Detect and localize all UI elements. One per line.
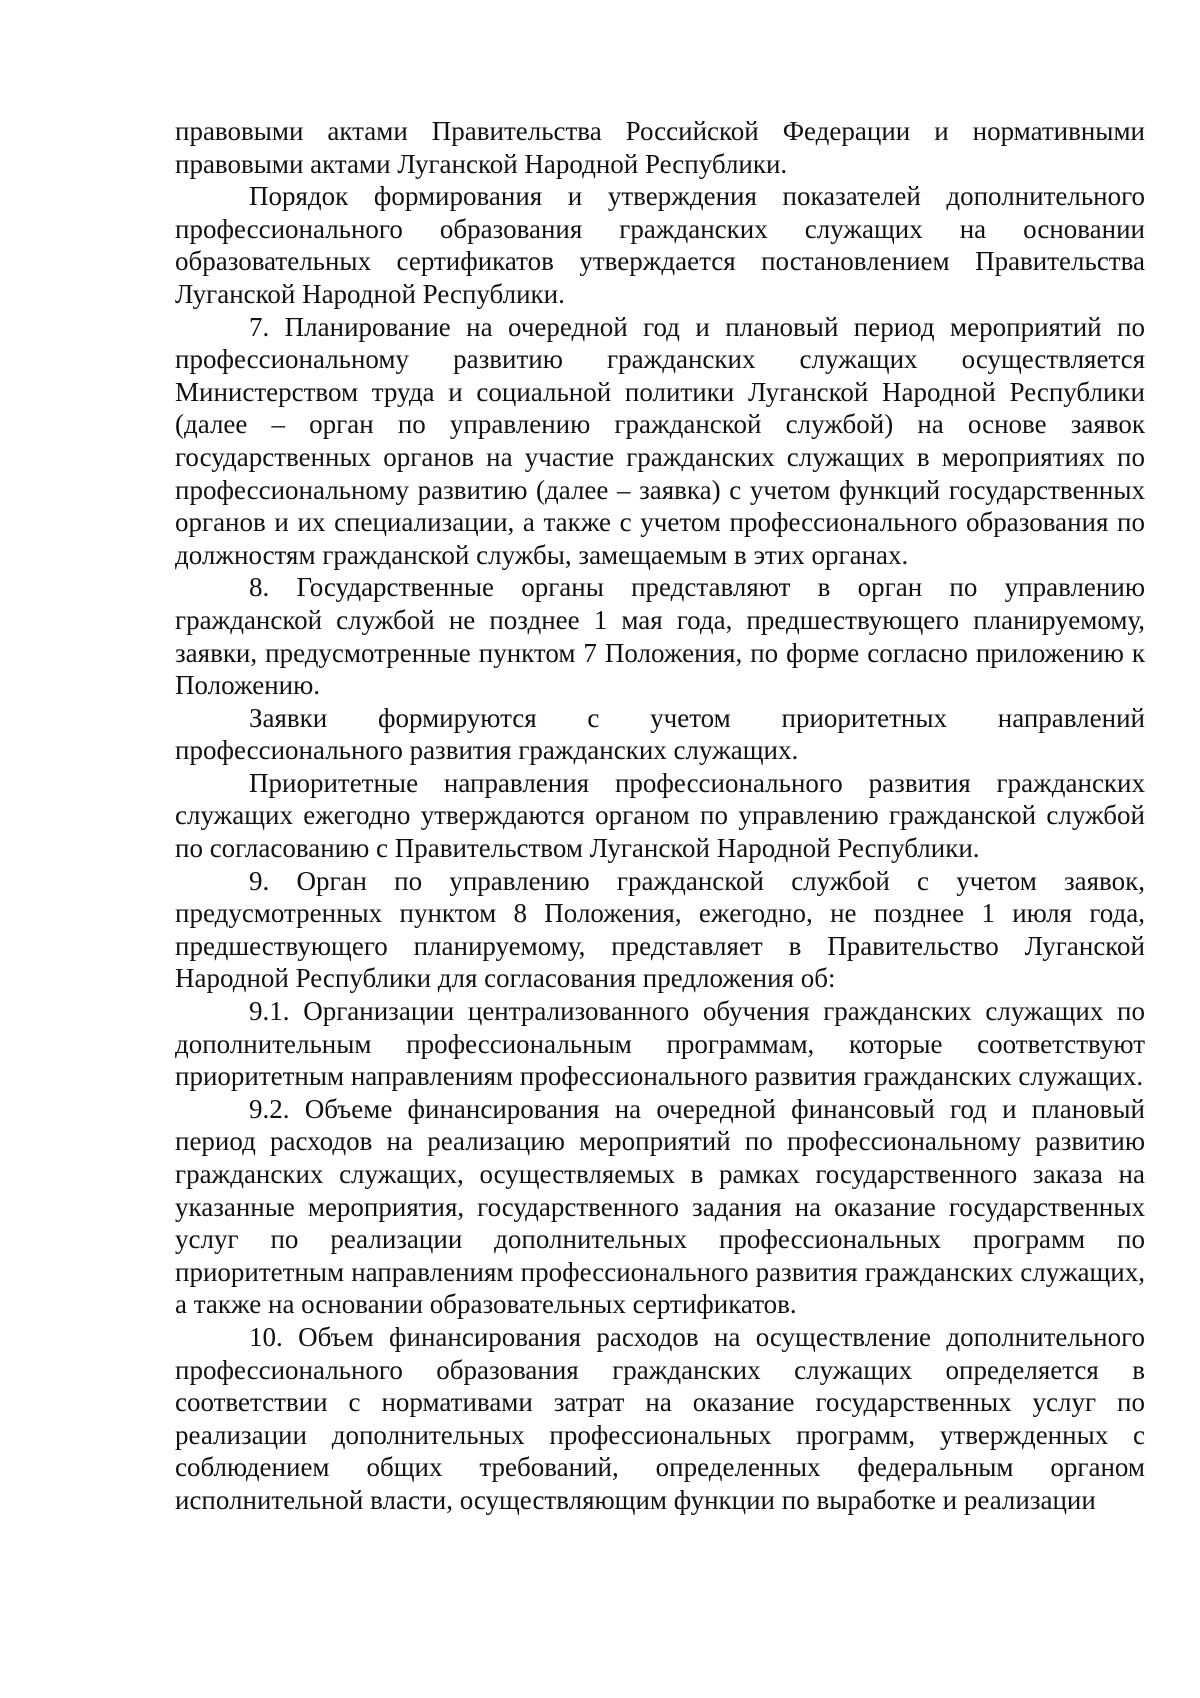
paragraph-item-8: 8. Государственные органы представляют в орган по управлению гражданской службой не позднее 1 мая года, предшествующего планируемому, заявки, предусмотренные пунктом 7 Положения, по форме согласно приложению к Положению. xyxy=(175,572,1145,701)
paragraph-applications: Заявки формируются с учетом приоритетных направлений профессионального развития гражданских служащих. xyxy=(175,702,1145,766)
paragraph-item-10: 10. Объем финансирования расходов на осуществление дополнительного профессионального образования гражданских служащих определяется в соответствии с нормативами затрат на оказание государственных услуг по реализации дополнительных профессиональных программ, утвержденных с соблюдением общих требований, определенных федеральным органом исполнительной власти, осуществляющим функции по выработке и реализации xyxy=(175,1321,1145,1515)
paragraph-item-9-1: 9.1. Организации централизованного обучения гражданских служащих по дополнительным профессиональным программам, которые соответствуют приоритетным направлениям профессионального развития гражданских служащих. xyxy=(175,996,1145,1092)
paragraph-continuation: правовыми актами Правительства Российской Федерации и нормативными правовыми актами Луганской Народной Республики. xyxy=(175,116,1145,179)
paragraph-item-9: 9. Орган по управлению гражданской службой с учетом заявок, предусмотренных пунктом 8 Положения, ежегодно, не позднее 1 июля года, предшествующего планируемому, представляет в Правительство Луганской Народной Республики для согласования предложения об: xyxy=(175,865,1145,994)
paragraph-order-of-indicators: Порядок формирования и утверждения показателей дополнительного профессионального образования гражданских служащих на основании образовательных сертификатов утверждается постановлением Правительства Луганской Народной Республики. xyxy=(175,181,1145,309)
paragraph-item-9-2: 9.2. Объеме финансирования на очередной финансовый год и плановый период расходов на реализацию мероприятий по профессиональному развитию гражданских служащих, осуществляемых в рамках государственного заказа на указанные мероприятия, государственного задания на оказание государственных услуг по реализации дополнительных профессиональных программ по приоритетным направлениям профессионального развития гражданских служащих, а также на основании образовательных сертификатов. xyxy=(175,1093,1145,1320)
paragraph-priority-directions: Приоритетные направления профессионального развития гражданских служащих ежегодно утверждаются органом по управлению гражданской службой по согласованию с Правительством Луганской Народной Республики. xyxy=(175,767,1145,864)
paragraph-item-7: 7. Планирование на очередной год и плановый период мероприятий по профессиональному развитию гражданских служащих осуществляется Министерством труда и социальной политики Луганской Народной Республики (далее – орган по управлению гражданской службой) на основе заявок государственных органов на участие гражданских служащих в мероприятиях по профессиональному развитию (далее – заявка) с учетом функций государственных органов и их специализации, а также с учетом профессионального образования по должностям гражданской службы, замещаемым в этих органах. xyxy=(175,311,1145,570)
document-page xyxy=(175,115,1145,1517)
